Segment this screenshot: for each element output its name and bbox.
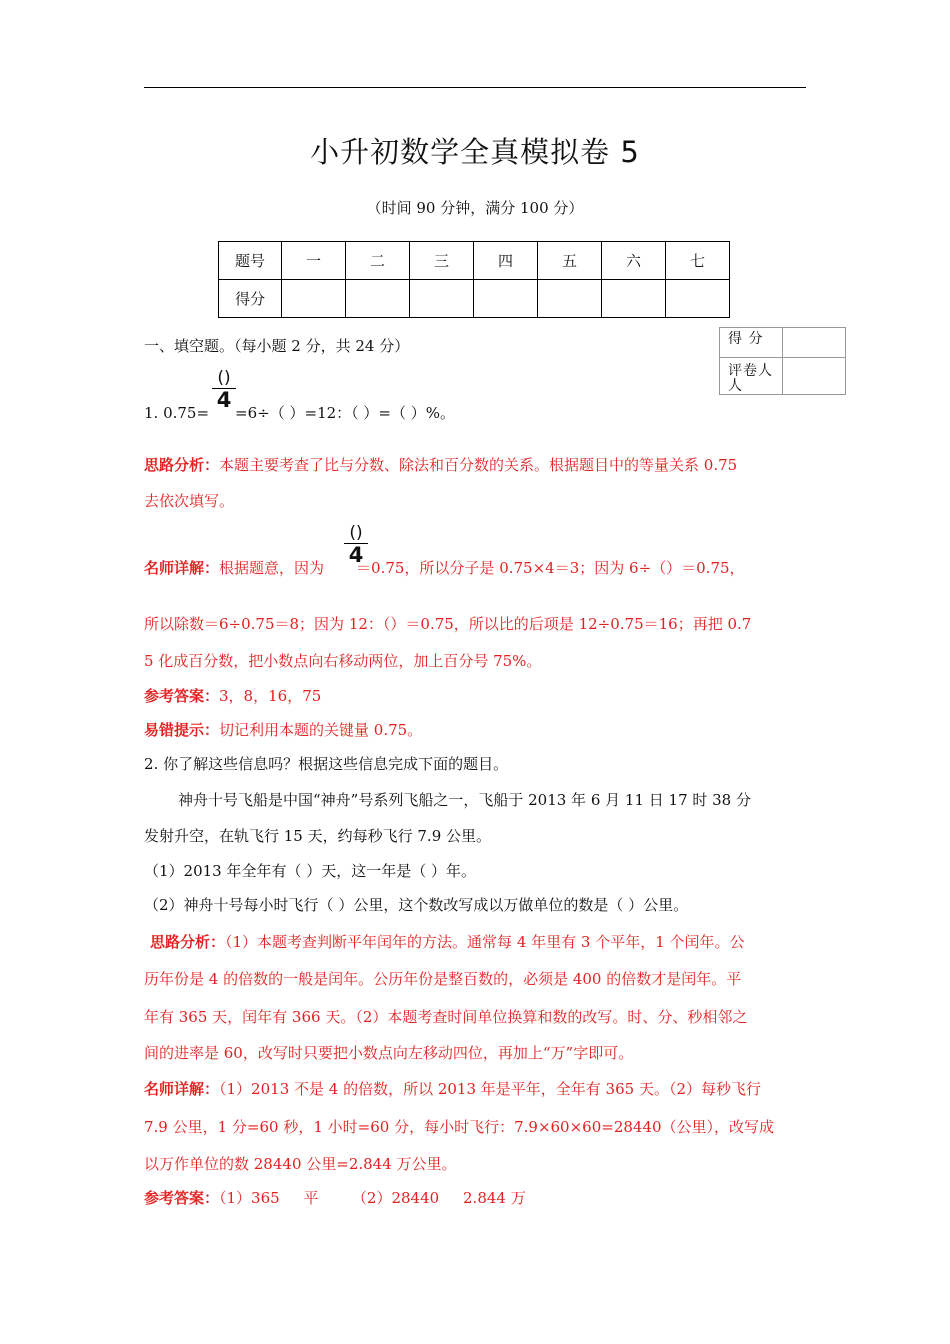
grader-name-box [783, 358, 846, 395]
q2-detail-line-1 [144, 1079, 761, 1099]
q2-analysis-line-2: 历年份是 4 的倍数的一般是闰年。公历年份是整百数的，必须是 400 的倍数才是闰年。平 [144, 970, 742, 988]
q2-stem: 2. 你了解这些信息吗？根据这些信息完成下面的题目。 [144, 755, 509, 773]
score-blank [282, 280, 346, 318]
q1-analysis-line-2: 去依次填写。 [144, 492, 235, 510]
q1-tip-label: 易错提示： [144, 721, 220, 739]
score-table-score-row [219, 280, 730, 318]
q1-answer [144, 686, 321, 706]
q2-info-line-1: 神舟十号飞船是中国“神舟”号系列飞船之一，飞船于 2013 年 6 月 11 日 17 时 38 分 [178, 791, 751, 809]
q1-answer-label: 参考答案： [144, 687, 220, 705]
q1-analysis-label: 思路分析： [144, 456, 220, 474]
q1-detail-text-cont: ＝0.75，所以分子是 0.75×4＝3；因为 6÷（）＝0.75， [356, 559, 745, 577]
grader-name-label: 评卷人人 [720, 358, 783, 395]
q2-info-line-2: 发射升空，在轨飞行 15 天，约每秒飞行 7.9 公里。 [144, 827, 492, 845]
q1-prefix: 1. 0.75= [144, 404, 210, 422]
q1-suffix: =6÷（ ）=12：（ ）=（ ）%。 [235, 404, 456, 422]
q2-analysis-line-1 [150, 932, 745, 952]
header-rule [144, 87, 806, 88]
score-table [218, 241, 730, 318]
q2-subquestion-2: （2）神舟十号每小时飞行（ ）公里，这个数改写成以万做单位的数是（ ）公里。 [144, 896, 689, 914]
q1-analysis-text: 本题主要考查了比与分数、除法和百分数的关系。根据题目中的等量关系 0.75 [219, 456, 738, 474]
score-cell: 题号 [219, 242, 282, 280]
q2-analysis-line-4: 间的进率是 60，改写时只要把小数点向左移动四位，再加上“万”字即可。 [144, 1044, 634, 1062]
score-cell: 五 [538, 242, 602, 280]
score-cell: 四 [474, 242, 538, 280]
score-blank [602, 280, 666, 318]
score-blank [474, 280, 538, 318]
score-blank [666, 280, 730, 318]
fraction-numerator: () [349, 523, 363, 543]
score-row-label: 得分 [219, 280, 282, 318]
grader-score-box [783, 328, 846, 358]
q1-tip [144, 720, 422, 740]
score-cell: 三 [410, 242, 474, 280]
grader-score-label: 得 分 [720, 328, 783, 358]
page-title: 小升初数学全真模拟卷 5 [310, 135, 640, 169]
q2-detail-text: （1）2013 不是 4 的倍数，所以 2013 年是平年，全年有 365 天。（2）每秒飞行 [219, 1080, 762, 1098]
score-blank [346, 280, 410, 318]
q2-answer-text: （1）365 平 （2）28440 2.844 万 [219, 1189, 526, 1207]
section-heading: 一、填空题。（每小题 2 分，共 24 分） [144, 337, 410, 355]
score-cell: 二 [346, 242, 410, 280]
q2-detail-label: 名师详解： [144, 1080, 220, 1098]
score-blank [410, 280, 474, 318]
grader-table [719, 327, 846, 395]
q2-answer [144, 1188, 526, 1208]
q1-stem [144, 403, 455, 423]
fraction-numerator: () [217, 368, 231, 388]
q1-tip-text: 切记利用本题的关键量 0.75。 [219, 721, 423, 739]
score-cell: 七 [666, 242, 730, 280]
page-subtitle: （时间 90 分钟，满分 100 分） [366, 199, 584, 217]
score-cell: 一 [282, 242, 346, 280]
score-blank [538, 280, 602, 318]
q2-detail-line-2: 7.9 公里，1 分=60 秒，1 小时=60 分，每小时飞行：7.9×60×60=28440（公里），改写成 [144, 1118, 775, 1136]
q2-analysis-label: 思路分析： [150, 933, 226, 951]
q2-subquestion-1: （1）2013 年全年有（ ）天，这一年是（ ）年。 [144, 862, 477, 880]
score-cell: 六 [602, 242, 666, 280]
q2-analysis-text: （1）本题考查判断平年闰年的方法。通常每 4 年里有 3 个平年，1 个闰年。公 [225, 933, 745, 951]
q1-detail-label: 名师详解： [144, 559, 220, 577]
fraction-denominator: 4 [348, 543, 364, 567]
fraction-denominator: 4 [216, 388, 232, 412]
q1-detail-text: 根据题意，因为 [219, 559, 325, 577]
q1-detail-line-1 [144, 558, 745, 578]
q1-detail-line-2: 所以除数＝6÷0.75＝8；因为 12：（）＝0.75，所以比的后项是 12÷0.75＝16；再把 0.7 [144, 615, 752, 633]
q1-detail-line-3: 5 化成百分数，把小数点向右移动两位，加上百分号 75%。 [144, 652, 542, 670]
q1-answer-text: 3，8，16，75 [219, 687, 322, 705]
score-table-header-row [219, 242, 730, 280]
q1-analysis-line-1 [144, 455, 737, 475]
q2-analysis-line-3: 年有 365 天，闰年有 366 天。（2）本题考查时间单位换算和数的改写。时、分、秒相邻之 [144, 1008, 748, 1026]
q2-detail-line-3: 以万作单位的数 28440 公里=2.844 万公里。 [144, 1155, 457, 1173]
q2-answer-label: 参考答案： [144, 1189, 220, 1207]
